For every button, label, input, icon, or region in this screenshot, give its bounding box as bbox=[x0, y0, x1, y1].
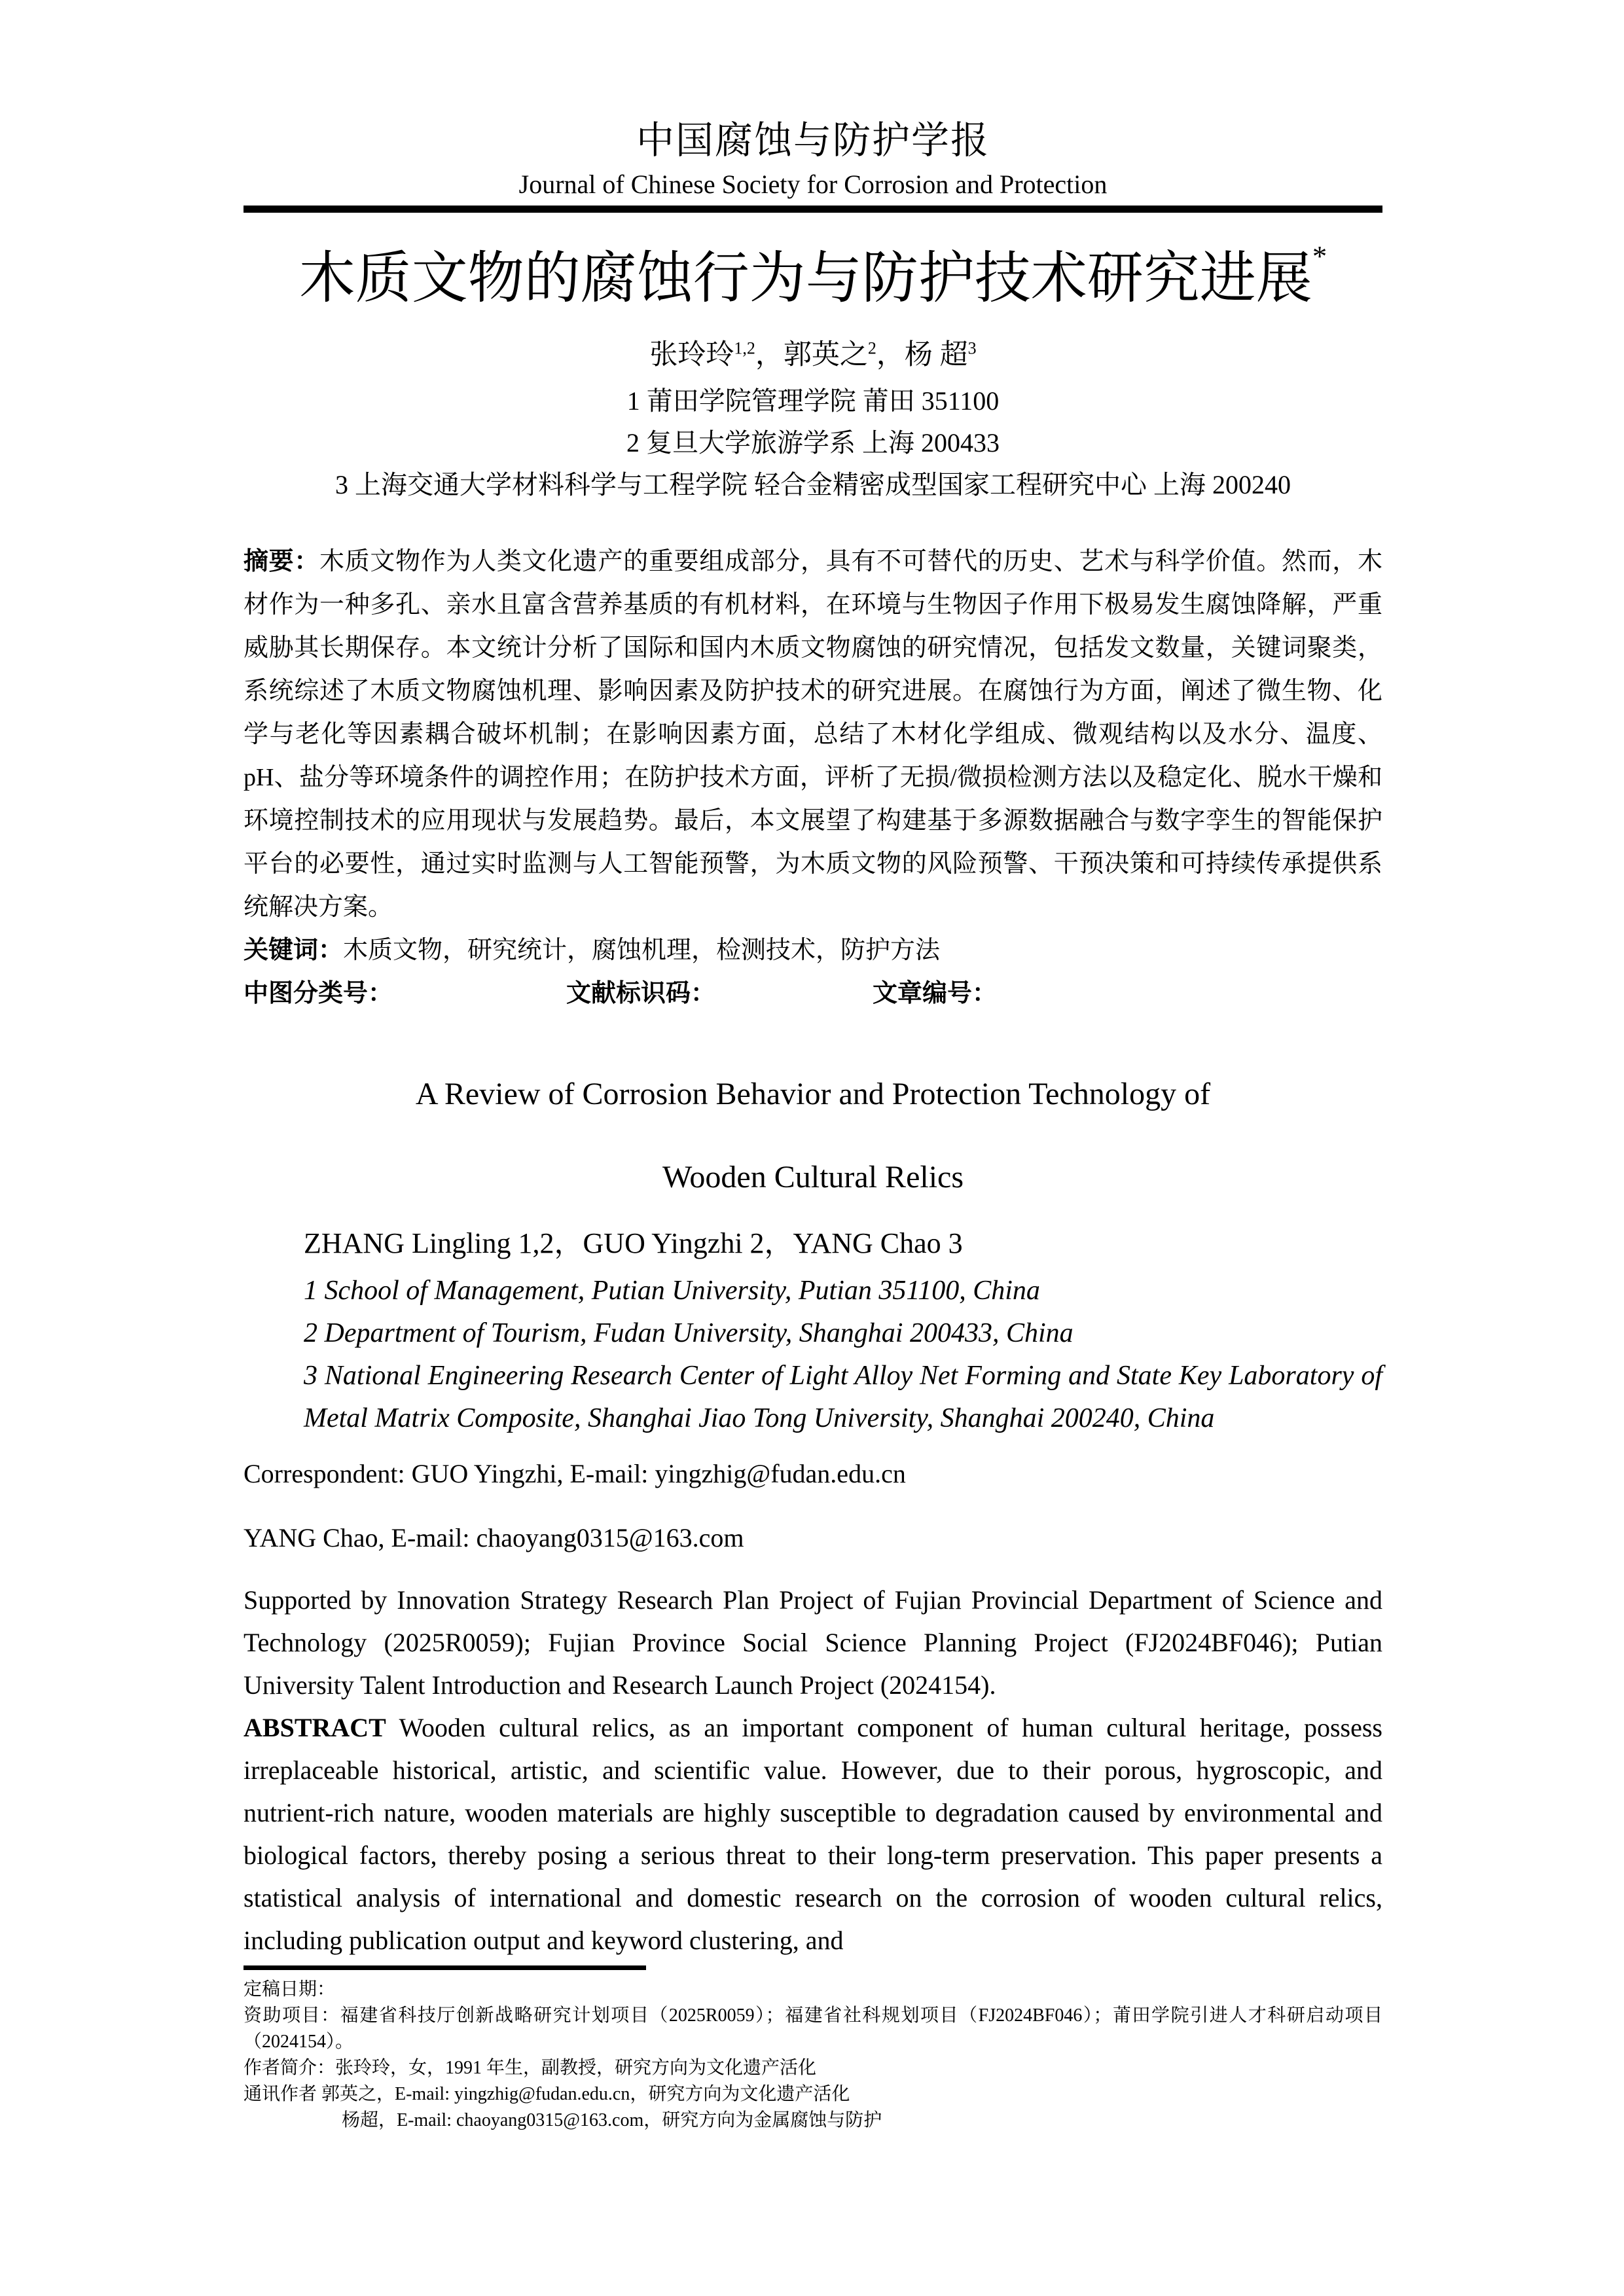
footnote-correspondence-2: 杨超，E-mail: chaoyang0315@163.com，研究方向为金属腐蚀与防护 bbox=[342, 2110, 882, 2131]
header-divider bbox=[244, 206, 1382, 213]
abstract-cn bbox=[244, 540, 1382, 929]
author-cn-3 bbox=[876, 340, 977, 370]
doc-code-label: 文献标识码： bbox=[566, 980, 716, 1008]
clc-label: 中图分类号： bbox=[244, 980, 393, 1008]
journal-title-en: Journal of Chinese Society for Corrosion and Protection bbox=[518, 170, 1108, 199]
affiliations-cn bbox=[244, 380, 1382, 506]
classification-line bbox=[244, 972, 1382, 1015]
abstract-en-text: Wooden cultural relics, as an important component of human cultural heritage, possess irreplaceable historical, artistic, and scientific value. However, due to their porous, hygroscopic, and nutrient-rich nature, wooden materials are highly susceptible to degradation caused by environmental and biological factors, thereby posing a serious threat to their long-term preservation. This paper presents a statistical analysis of international and domestic research on the corrosion of wooden cultural relics, including publication output and keyword clustering, and bbox=[244, 1713, 1382, 1956]
author-cn-1-name: 张玲玲 bbox=[649, 340, 734, 371]
abstract-cn-text: 木质文物作为人类文化遗产的重要组成部分，具有不可替代的历史、艺术与科学价值。然而，木材作为一种多孔、亲水且富含营养基质的有机材料，在环境与生物因子作用下极易发生腐蚀降解，严重威胁其长期保存。本文统计分析了国际和国内木质文物腐蚀的研究情况，包括发文数量，关键词聚类，系统综述了木质文物腐蚀机理、影响因素及防护技术的研究进展。在腐蚀行为方面，阐述了微生物、化学与老化等因素耦合破坏机制；在影响因素方面，总结了木材化学组成、微观结构以及水分、温度、pH、盐分等环境条件的调控作用；在防护技术方面，评析了无损/微损检测方法以及稳定化、脱水干燥和环境控制技术的应用现状与发展趋势。最后，本文展望了构建基于多源数据融合与数字孪生的智能保护平台的必要性，通过实时监测与人工智能预警，为木质文物的风险预警、干预决策和可持续传承提供系统解决方案。 bbox=[244, 548, 1382, 922]
english-affiliation-1: 1 School of Management, Putian University, Putian 351100, China bbox=[304, 1276, 1040, 1306]
affiliation-cn-1: 1 莆田学院管理学院 莆田 351100 bbox=[626, 386, 1000, 416]
keywords-text: 木质文物，研究统计，腐蚀机理，检测技术，防护方法 bbox=[343, 937, 941, 965]
article-title-cn bbox=[244, 223, 1382, 311]
author-cn-2 bbox=[755, 340, 876, 370]
english-affiliation-2: 2 Department of Tourism, Fudan University, Shanghai 200433, China bbox=[304, 1318, 1074, 1349]
author-cn-2-name: ，郭英之 bbox=[755, 340, 868, 371]
article-no-label: 文章编号： bbox=[873, 980, 998, 1008]
footnote-funding: 资助项目：福建省科技厅创新战略研究计划项目（2025R0059）；福建省社科规划项目（FJ2024BF046）；莆田学院引进人才科研启动项目（2024154）。 bbox=[244, 2005, 1382, 2053]
footnote-bio: 作者简介：张玲玲，女，1991 年生，副教授，研究方向为文化遗产活化 bbox=[244, 2058, 817, 2079]
author-cn-3-sup: 3 bbox=[967, 339, 977, 358]
funding-statement-en: Supported by Innovation Strategy Research Plan Project of Fujian Provincial Department of Science and Technology (2025R0059); Fujian Province Social Science Planning Project (FJ2024BF046); Putian University Talent Introduction and Research Launch Project (2024154). bbox=[244, 1585, 1382, 1700]
keywords-label: 关键词： bbox=[244, 937, 344, 965]
footnote-divider bbox=[244, 1965, 646, 1970]
article-title-asterisk: * bbox=[1312, 240, 1327, 272]
article-title-text: 木质文物的腐蚀行为与防护技术研究进展 bbox=[298, 247, 1312, 310]
author-cn-2-sup: 2 bbox=[867, 339, 876, 358]
affiliation-cn-3: 3 上海交通大学材料科学与工程学院 轻合金精密成型国家工程研究中心 上海 200240 bbox=[335, 470, 1291, 500]
keywords-line bbox=[244, 929, 1382, 972]
english-authors: ZHANG Lingling 1,2，GUO Yingzhi 2，YANG Chao 3 bbox=[304, 1227, 963, 1260]
author-cn-3-name: ，杨 超 bbox=[876, 340, 968, 371]
author-cn-1-sup: 1,2 bbox=[734, 339, 755, 358]
footnote-block bbox=[244, 1977, 1382, 2134]
affiliation-cn-2: 2 复旦大学旅游学系 上海 200433 bbox=[626, 428, 1000, 458]
abstract-cn-label: 摘要： bbox=[244, 548, 320, 576]
journal-title-cn: 中国腐蚀与防护学报 bbox=[636, 119, 990, 162]
authors-cn bbox=[244, 331, 1382, 374]
correspondent-line: Correspondent: GUO Yingzhi, E-mail: yingzhig@fudan.edu.cn bbox=[244, 1459, 906, 1489]
english-affiliations bbox=[244, 1270, 1382, 1440]
author-cn-1 bbox=[649, 340, 755, 370]
footnote-correspondence-1: 通讯作者 郭英之，E-mail: yingzhig@fudan.edu.cn，研究方向为文化遗产活化 bbox=[244, 2084, 850, 2105]
footnote-date: 定稿日期： bbox=[244, 1979, 336, 2000]
abstract-en bbox=[244, 1706, 1382, 1962]
english-affiliation-3: 3 National Engineering Research Center of Light Alloy Net Forming and State Key Laboratory of Metal Matrix Composite, Shanghai Jiao Tong University, Shanghai 200240, China bbox=[304, 1361, 1382, 1434]
abstract-en-label: ABSTRACT bbox=[244, 1713, 386, 1743]
english-title-line2: Wooden Cultural Relics bbox=[662, 1160, 964, 1195]
english-title-line1: A Review of Corrosion Behavior and Protection Technology of bbox=[415, 1077, 1211, 1112]
second-contact-line: YANG Chao, E-mail: chaoyang0315@163.com bbox=[244, 1523, 744, 1553]
